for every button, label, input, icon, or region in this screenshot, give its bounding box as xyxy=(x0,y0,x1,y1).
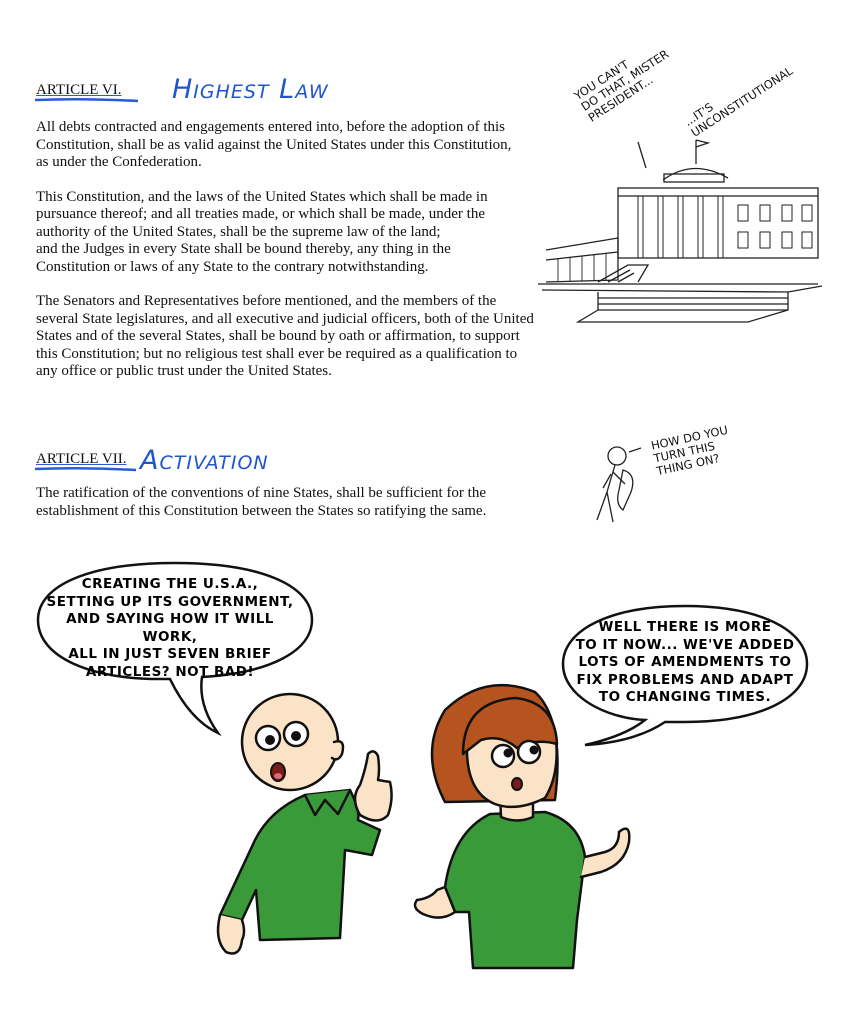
article-7-underline xyxy=(34,466,138,472)
right-speech-bubble-text: WELL THERE IS MORE TO IT NOW... WE'VE ADDED LOTS OF AMENDMENTS TO FIX PROBLEMS AND ADAPT TO CHANGING TIMES. xyxy=(575,619,795,705)
article-7-paragraph: The ratification of the conventions of nine States, shall be sufficient for the establishment of this Constitution between the States so ratifying the same. xyxy=(36,485,487,519)
brown-haired-character xyxy=(405,672,645,972)
article-7-title: Activation xyxy=(140,445,269,476)
article-6-paragraph-2: This Constitution, and the laws of the United States which shall be made in pursuance thereof; and all treaties made, or which shall be made, under the authority of the United States, shall be the supreme law of the land; and the Judges in every State shall be bound thereby, any thing in the Constitution or laws of any State to the contrary notwithstanding. xyxy=(36,188,488,275)
left-speech-bubble-text: CREATING THE U.S.A., SETTING UP ITS GOVERNMENT, AND SAYING HOW IT WILL WORK, ALL IN JUST SEVEN BRIEF ARTICLES? NOT BAD! xyxy=(46,576,294,680)
sketch-caption-left: YOU CAN'T DO THAT, MISTER PRESIDENT... xyxy=(571,46,672,125)
article-6-body xyxy=(36,119,536,381)
article-6-heading: ARTICLE VI. xyxy=(36,82,122,98)
article-7-heading: ARTICLE VII. xyxy=(36,451,127,467)
bald-character xyxy=(210,690,400,990)
stick-figure-sketch xyxy=(585,440,655,530)
article-6-paragraph-3: The Senators and Representatives before mentioned, and the members of the several State legislatures, and all executive and judicial officers, both of the United States and of the several States, shall be bound by oath or affirmation, to support this Constitution; but no religious test shall ever be required as a qualification to any office or public trust under the United States. xyxy=(36,293,534,379)
stick-figure-caption: HOW DO YOU TURN THIS THING ON? xyxy=(649,422,730,479)
article-6-title: Highest Law xyxy=(172,74,329,105)
article-6-underline xyxy=(34,97,140,103)
sketch-caption-right: ...IT'S UNCONSTITUTIONAL xyxy=(681,63,796,140)
article-6-paragraph-1: All debts contracted and engagements entered into, before the adoption of this Constitution, shall be as valid against the United States under this Constitution, as under the Confederation. xyxy=(36,119,512,170)
